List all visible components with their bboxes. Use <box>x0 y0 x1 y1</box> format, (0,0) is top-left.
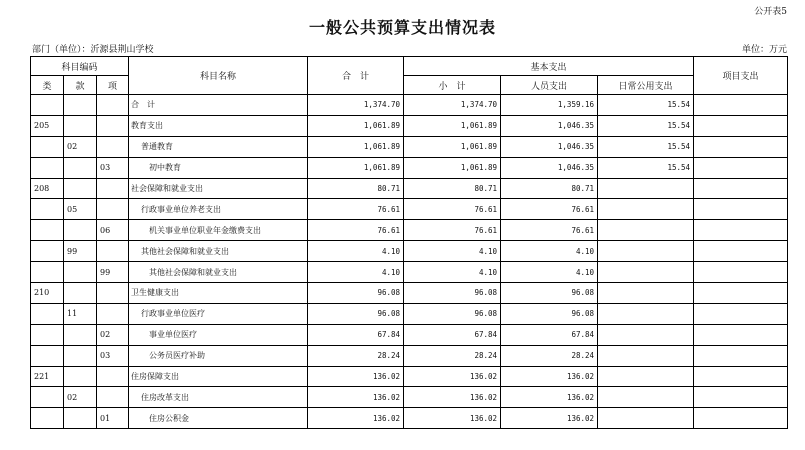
table-row <box>31 324 788 345</box>
cell-total: 1,061.89 <box>308 136 404 157</box>
cell-public <box>598 178 694 199</box>
cell-personnel: 76.61 <box>501 199 598 220</box>
cell-lei <box>31 408 64 429</box>
cell-xiang <box>97 366 129 387</box>
cell-lei <box>31 387 64 408</box>
cell-subject-name: 卫生健康支出 <box>129 283 308 304</box>
cell-subtotal: 1,061.89 <box>404 136 501 157</box>
cell-project <box>694 115 788 136</box>
budget-table <box>30 56 788 429</box>
cell-xiang: 99 <box>97 262 129 283</box>
cell-personnel: 136.02 <box>501 366 598 387</box>
cell-project <box>694 95 788 116</box>
cell-personnel: 28.24 <box>501 345 598 366</box>
cell-subtotal: 67.84 <box>404 324 501 345</box>
page-title: 一般公共预算支出情况表 <box>308 18 496 37</box>
cell-total: 96.08 <box>308 283 404 304</box>
cell-subtotal: 96.08 <box>404 303 501 324</box>
cell-kuan <box>64 324 97 345</box>
cell-lei <box>31 241 64 262</box>
cell-total: 67.84 <box>308 324 404 345</box>
unit-label: 单位：万元 <box>741 45 787 55</box>
table-row <box>31 199 788 220</box>
cell-lei <box>31 324 64 345</box>
cell-total: 1,061.89 <box>308 115 404 136</box>
header-public: 日常公用支出 <box>598 76 694 95</box>
cell-total: 76.61 <box>308 220 404 241</box>
cell-kuan <box>64 115 97 136</box>
cell-project <box>694 345 788 366</box>
cell-kuan <box>64 345 97 366</box>
cell-project <box>694 408 788 429</box>
cell-subject-name: 社会保障和就业支出 <box>129 178 308 199</box>
table-body <box>31 95 788 429</box>
table-row <box>31 241 788 262</box>
cell-subject-name: 公务员医疗补助 <box>129 345 308 366</box>
cell-kuan <box>64 178 97 199</box>
cell-project <box>694 387 788 408</box>
cell-total: 4.10 <box>308 241 404 262</box>
cell-project <box>694 262 788 283</box>
cell-subject-name: 行政事业单位养老支出 <box>129 199 308 220</box>
department-label: 部门（单位）：沂源县荆山学校 <box>32 45 154 55</box>
cell-subtotal: 136.02 <box>404 387 501 408</box>
header-personnel: 人员支出 <box>501 76 598 95</box>
table-row <box>31 95 788 116</box>
cell-total: 136.02 <box>308 387 404 408</box>
cell-kuan <box>64 95 97 116</box>
cell-personnel: 1,359.16 <box>501 95 598 116</box>
cell-personnel: 4.10 <box>501 262 598 283</box>
cell-personnel: 96.08 <box>501 303 598 324</box>
cell-lei <box>31 220 64 241</box>
cell-project <box>694 241 788 262</box>
header-xiang: 项 <box>97 76 129 95</box>
cell-subject-name: 事业单位医疗 <box>129 324 308 345</box>
table-row <box>31 262 788 283</box>
table-row <box>31 303 788 324</box>
header-lei: 类 <box>31 76 64 95</box>
cell-xiang: 01 <box>97 408 129 429</box>
cell-lei: 210 <box>31 283 64 304</box>
cell-xiang <box>97 115 129 136</box>
cell-lei <box>31 303 64 324</box>
cell-public <box>598 303 694 324</box>
cell-xiang: 06 <box>97 220 129 241</box>
cell-lei <box>31 199 64 220</box>
cell-subject-name: 住房改革支出 <box>129 387 308 408</box>
cell-xiang <box>97 95 129 116</box>
cell-xiang <box>97 199 129 220</box>
cell-project <box>694 324 788 345</box>
cell-subject-name: 其他社会保障和就业支出 <box>129 241 308 262</box>
cell-personnel: 67.84 <box>501 324 598 345</box>
cell-xiang: 02 <box>97 324 129 345</box>
cell-personnel: 136.02 <box>501 408 598 429</box>
cell-xiang <box>97 387 129 408</box>
table-row <box>31 220 788 241</box>
cell-subtotal: 4.10 <box>404 241 501 262</box>
cell-public: 15.54 <box>598 157 694 178</box>
cell-subtotal: 76.61 <box>404 220 501 241</box>
cell-kuan <box>64 366 97 387</box>
cell-public <box>598 283 694 304</box>
cell-public <box>598 408 694 429</box>
cell-subject-name: 其他社会保障和就业支出 <box>129 262 308 283</box>
cell-subtotal: 96.08 <box>404 283 501 304</box>
header-subtotal: 小 计 <box>404 76 501 95</box>
cell-personnel: 96.08 <box>501 283 598 304</box>
cell-lei <box>31 157 64 178</box>
header-subject-name: 科目名称 <box>129 57 308 95</box>
cell-lei <box>31 95 64 116</box>
header-basic: 基本支出 <box>404 57 694 76</box>
table-row <box>31 408 788 429</box>
cell-total: 96.08 <box>308 303 404 324</box>
cell-project <box>694 199 788 220</box>
table-row <box>31 283 788 304</box>
cell-subject-name: 住房保障支出 <box>129 366 308 387</box>
cell-personnel: 4.10 <box>501 241 598 262</box>
cell-public <box>598 387 694 408</box>
cell-total: 136.02 <box>308 366 404 387</box>
table-row <box>31 178 788 199</box>
cell-kuan <box>64 157 97 178</box>
header-project: 项目支出 <box>694 57 788 95</box>
cell-lei: 205 <box>31 115 64 136</box>
cell-xiang <box>97 178 129 199</box>
cell-total: 1,374.70 <box>308 95 404 116</box>
cell-public: 15.54 <box>598 115 694 136</box>
cell-public <box>598 199 694 220</box>
cell-xiang <box>97 241 129 262</box>
cell-total: 80.71 <box>308 178 404 199</box>
cell-personnel: 1,046.35 <box>501 115 598 136</box>
cell-total: 28.24 <box>308 345 404 366</box>
cell-lei <box>31 262 64 283</box>
cell-public: 15.54 <box>598 95 694 116</box>
cell-lei <box>31 345 64 366</box>
cell-subject-name: 住房公积金 <box>129 408 308 429</box>
cell-xiang <box>97 136 129 157</box>
cell-kuan: 05 <box>64 199 97 220</box>
cell-project <box>694 283 788 304</box>
table-row <box>31 345 788 366</box>
cell-xiang <box>97 303 129 324</box>
cell-public: 15.54 <box>598 136 694 157</box>
cell-project <box>694 178 788 199</box>
cell-subject-name: 普通教育 <box>129 136 308 157</box>
cell-kuan: 99 <box>64 241 97 262</box>
cell-project <box>694 220 788 241</box>
cell-project <box>694 136 788 157</box>
cell-project <box>694 157 788 178</box>
cell-total: 136.02 <box>308 408 404 429</box>
cell-lei: 208 <box>31 178 64 199</box>
cell-subject-name: 教育支出 <box>129 115 308 136</box>
header-kuan: 款 <box>64 76 97 95</box>
cell-personnel: 136.02 <box>501 387 598 408</box>
cell-subtotal: 4.10 <box>404 262 501 283</box>
cell-kuan: 02 <box>64 387 97 408</box>
table-row <box>31 366 788 387</box>
cell-subject-name: 机关事业单位职业年金缴费支出 <box>129 220 308 241</box>
cell-public <box>598 262 694 283</box>
cell-personnel: 1,046.35 <box>501 157 598 178</box>
cell-public <box>598 220 694 241</box>
cell-project <box>694 366 788 387</box>
cell-kuan: 11 <box>64 303 97 324</box>
cell-subject-name: 合 计 <box>129 95 308 116</box>
cell-xiang <box>97 283 129 304</box>
cell-subtotal: 136.02 <box>404 408 501 429</box>
cell-subtotal: 1,374.70 <box>404 95 501 116</box>
table-row <box>31 387 788 408</box>
cell-total: 1,061.89 <box>308 157 404 178</box>
cell-public <box>598 324 694 345</box>
cell-total: 76.61 <box>308 199 404 220</box>
cell-total: 4.10 <box>308 262 404 283</box>
table-row <box>31 157 788 178</box>
cell-subtotal: 76.61 <box>404 199 501 220</box>
header-total: 合 计 <box>308 57 404 95</box>
cell-subject-name: 初中教育 <box>129 157 308 178</box>
cell-kuan <box>64 283 97 304</box>
form-number: 公开表5 <box>754 7 787 17</box>
cell-personnel: 80.71 <box>501 178 598 199</box>
table-row <box>31 136 788 157</box>
cell-personnel: 1,046.35 <box>501 136 598 157</box>
header-subject-code: 科目编码 <box>31 57 129 76</box>
cell-kuan <box>64 220 97 241</box>
cell-subtotal: 80.71 <box>404 178 501 199</box>
cell-kuan: 02 <box>64 136 97 157</box>
cell-xiang: 03 <box>97 157 129 178</box>
cell-subtotal: 1,061.89 <box>404 157 501 178</box>
cell-public <box>598 241 694 262</box>
table-row <box>31 115 788 136</box>
cell-public <box>598 366 694 387</box>
cell-kuan <box>64 262 97 283</box>
cell-public <box>598 345 694 366</box>
cell-subtotal: 1,061.89 <box>404 115 501 136</box>
cell-subtotal: 28.24 <box>404 345 501 366</box>
cell-subject-name: 行政事业单位医疗 <box>129 303 308 324</box>
cell-kuan <box>64 408 97 429</box>
cell-xiang: 03 <box>97 345 129 366</box>
cell-project <box>694 303 788 324</box>
cell-lei <box>31 136 64 157</box>
cell-personnel: 76.61 <box>501 220 598 241</box>
cell-subtotal: 136.02 <box>404 366 501 387</box>
cell-lei: 221 <box>31 366 64 387</box>
